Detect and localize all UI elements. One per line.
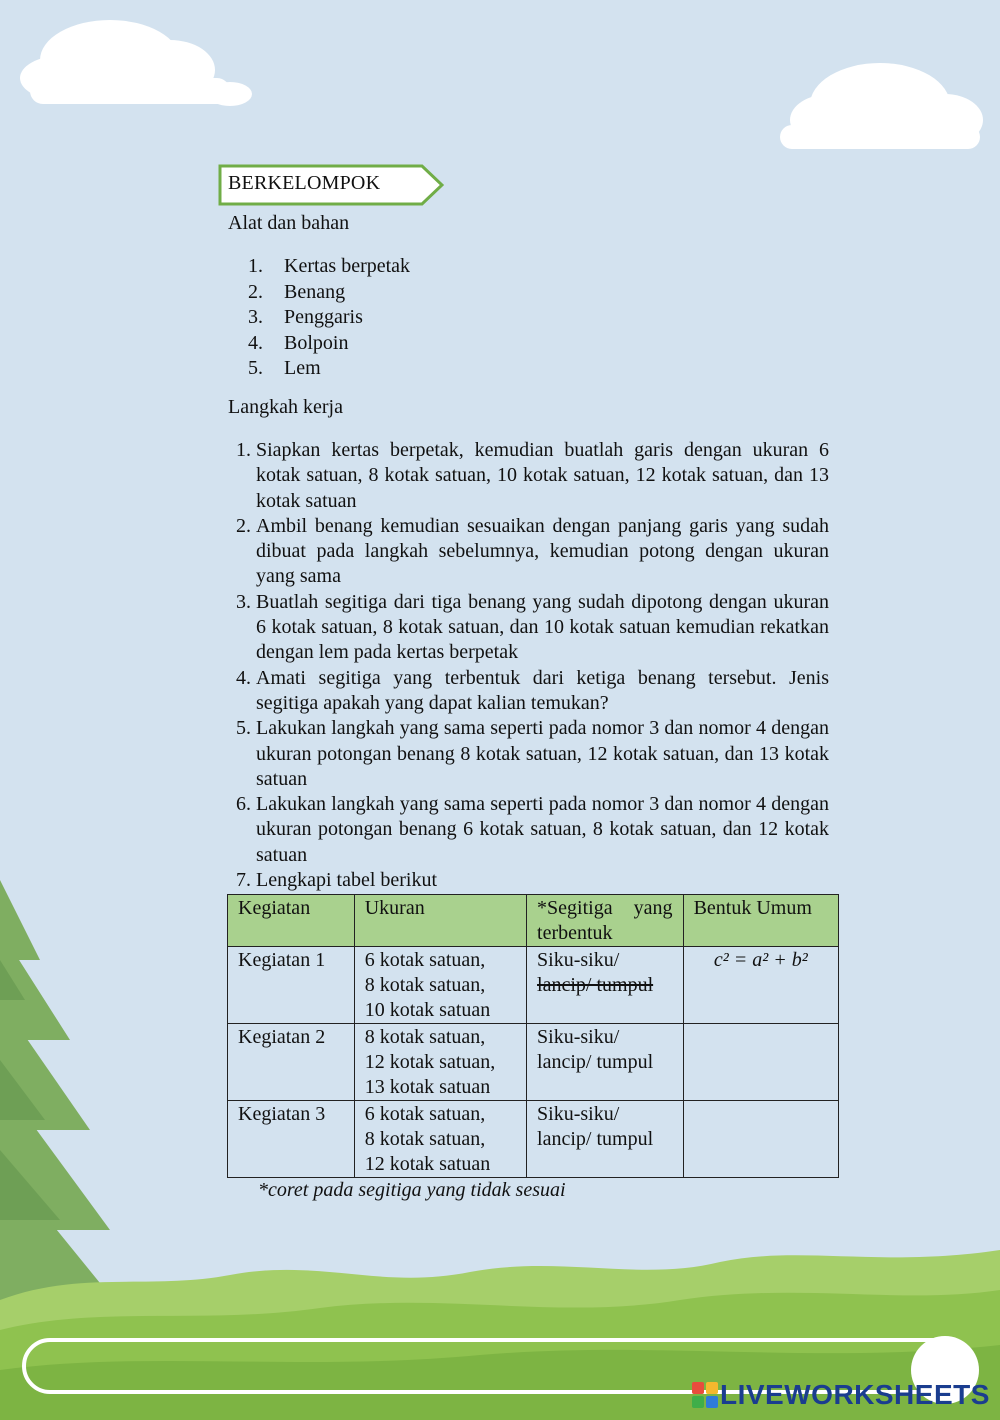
- kegiatan-cell: Kegiatan 3: [228, 1101, 355, 1178]
- list-item: 5. Lem: [248, 357, 321, 379]
- brand-text: LIVEWORKSHEETS: [720, 1379, 990, 1410]
- step-item: 3. Buatlah segitiga dari tiga benang yang sudah dipotong dengan ukuran 6 kotak satuan, 8 kotak satuan, dan 10 kotak satuan kemudian rekatkan dengan lem pada kertas berpetak: [236, 590, 829, 664]
- step-item: 7. Lengkapi tabel berikut: [236, 869, 438, 892]
- list-item: 1. Kertas berpetak: [248, 255, 411, 277]
- segitiga-cell: Siku-siku/ lancip/ tumpul: [527, 1101, 684, 1178]
- step-item: 1. Siapkan kertas berpetak, kemudian buatlah garis dengan ukuran 6 kotak satuan, 8 kotak satuan, 10 kotak satuan, 12 kotak satuan, dan 13 kotak satuan: [236, 439, 829, 512]
- liveworksheets-brand[interactable]: [692, 1378, 990, 1412]
- list-item: 4. Bolpoin: [248, 331, 349, 354]
- kegiatan-table: [227, 894, 839, 1178]
- ukuran-cell: 6 kotak satuan, 8 kotak satuan, 10 kotak satuan: [354, 947, 526, 1024]
- ukuran-cell: 8 kotak satuan, 12 kotak satuan, 13 kotak satuan: [354, 1024, 526, 1101]
- section-title: BERKELOMPOK: [228, 172, 381, 194]
- list-item: 3. Penggaris: [248, 306, 363, 328]
- kegiatan-cell: Kegiatan 1: [228, 947, 355, 1024]
- step-item: 6. Lakukan langkah yang sama seperti pada nomor 3 dan nomor 4 dengan ukuran potongan benang 6 kotak satuan, 8 kotak satuan, dan 12 kotak satuan: [236, 793, 829, 866]
- step-item: 2. Ambil benang kemudian sesuaikan dengan panjang garis yang sudah dibuat pada langkah sebelumnya, kemudian potong dengan ukuran yang sama: [236, 514, 829, 588]
- alat-list: [248, 254, 410, 382]
- bentuk-umum-cell: c² = a² + b²: [683, 947, 838, 1024]
- header-bentuk-umum: Bentuk Umum: [683, 895, 838, 947]
- table-note: *coret pada segitiga yang tidak sesuai: [258, 1179, 566, 1201]
- step-item: 4. Amati segitiga yang terbentuk dari ketiga benang tersebut. Jenis segitiga apakah yang dapat kalian temukan?: [236, 666, 829, 714]
- struck-options: lancip/ tumpul: [537, 974, 654, 996]
- bentuk-umum-cell[interactable]: [683, 1024, 838, 1101]
- liveworksheets-logo-icon: [692, 1382, 718, 1408]
- header-segitiga: *Segitiga yang terbentuk: [527, 895, 684, 947]
- segitiga-cell: Siku-siku/ lancip/ tumpul: [527, 947, 684, 1024]
- table-row: [228, 1101, 839, 1178]
- bentuk-umum-cell[interactable]: [683, 1101, 838, 1178]
- langkah-list: [236, 438, 829, 893]
- section-tag: [218, 164, 444, 206]
- kegiatan-cell: Kegiatan 2: [228, 1024, 355, 1101]
- list-item: 2. Benang: [248, 280, 346, 303]
- table-header-row: [228, 895, 839, 947]
- table-row: [228, 1024, 839, 1101]
- langkah-heading: Langkah kerja: [228, 396, 343, 418]
- table-row: [228, 947, 839, 1024]
- header-ukuran: Ukuran: [354, 895, 526, 947]
- ukuran-cell: 6 kotak satuan, 8 kotak satuan, 12 kotak satuan: [354, 1101, 526, 1178]
- step-item: 5. Lakukan langkah yang sama seperti pada nomor 3 dan nomor 4 dengan ukuran potongan benang 8 kotak satuan, 12 kotak satuan, dan 13 kotak satuan: [236, 717, 829, 790]
- segitiga-cell: Siku-siku/ lancip/ tumpul: [527, 1024, 684, 1101]
- header-kegiatan: Kegiatan: [228, 895, 355, 947]
- alat-heading: Alat dan bahan: [228, 212, 350, 234]
